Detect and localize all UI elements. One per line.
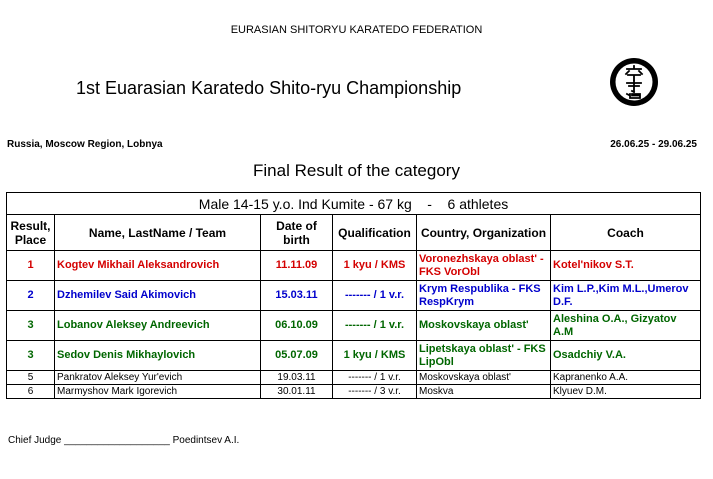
cell-coach: Kotel'nikov S.T.	[551, 251, 701, 281]
category-heading: Male 14-15 y.o. Ind Kumite - 67 kg - 6 athletes	[7, 193, 701, 215]
col-header-birth: Date of birth	[261, 215, 333, 251]
cell-coach: Kim L.P.,Kim M.L.,Umerov D.F.	[551, 281, 701, 311]
cell-country: Moskva	[417, 385, 551, 399]
cell-qualification: ------- / 1 v.r.	[333, 281, 417, 311]
cell-coach: Aleshina O.A., Gizyatov A.M	[551, 311, 701, 341]
col-header-coach: Coach	[551, 215, 701, 251]
cell-name: Kogtev Mikhail Aleksandrovich	[55, 251, 261, 281]
federation-name: EURASIAN SHITORYU KARATEDO FEDERATION	[230, 24, 483, 36]
cell-place: 3	[7, 341, 55, 371]
cell-name: Marmyshov Mark Igorevich	[55, 385, 261, 399]
table-row	[7, 311, 701, 341]
cell-name: Dzhemilev Said Akimovich	[55, 281, 261, 311]
cell-name: Lobanov Aleksey Andreevich	[55, 311, 261, 341]
cell-country: Voronezhskaya oblast' - FKS VorObl	[417, 251, 551, 281]
cell-country: Lipetskaya oblast' - FKS LipObl	[417, 341, 551, 371]
cell-place: 1	[7, 251, 55, 281]
cell-name: Pankratov Aleksey Yur'evich	[55, 371, 261, 385]
cell-place: 2	[7, 281, 55, 311]
cell-country: Moskovskaya oblast'	[417, 371, 551, 385]
cell-qualification: 1 kyu / KMS	[333, 251, 417, 281]
cell-coach: Klyuev D.M.	[551, 385, 701, 399]
cell-birth: 19.03.11	[261, 371, 333, 385]
cell-place: 5	[7, 371, 55, 385]
table-row	[7, 281, 701, 311]
table-row	[7, 251, 701, 281]
table-row	[7, 371, 701, 385]
cell-country: Moskovskaya oblast'	[417, 311, 551, 341]
event-dates: 26.06.25 - 29.06.25	[610, 139, 697, 150]
table-row	[7, 341, 701, 371]
cell-birth: 15.03.11	[261, 281, 333, 311]
col-header-qualification: Qualification	[333, 215, 417, 251]
col-header-country: Country, Organization	[417, 215, 551, 251]
cell-birth: 06.10.09	[261, 311, 333, 341]
col-header-name: Name, LastName / Team	[55, 215, 261, 251]
cell-place: 3	[7, 311, 55, 341]
cell-coach: Osadchiy V.A.	[551, 341, 701, 371]
cell-place: 6	[7, 385, 55, 399]
cell-birth: 11.11.09	[261, 251, 333, 281]
cell-qualification: ------- / 1 v.r.	[333, 311, 417, 341]
cell-country: Krym Respublika - FKS RespKrym	[417, 281, 551, 311]
cell-birth: 30.01.11	[261, 385, 333, 399]
cell-coach: Kapranenko A.A.	[551, 371, 701, 385]
col-header-place: Result, Place	[7, 215, 55, 251]
result-title: Final Result of the category	[253, 161, 460, 180]
results-table	[6, 192, 701, 399]
cell-qualification: 1 kyu / KMS	[333, 341, 417, 371]
table-row	[7, 385, 701, 399]
event-location: Russia, Moscow Region, Lobnya	[7, 139, 163, 150]
cell-qualification: ------- / 3 v.r.	[333, 385, 417, 399]
table-header-row	[7, 215, 701, 251]
cell-qualification: ------- / 1 v.r.	[333, 371, 417, 385]
chief-judge-signature-line: Chief Judge ___________________ Poedintsev A.I.	[8, 435, 240, 446]
cell-birth: 05.07.09	[261, 341, 333, 371]
championship-title: 1st Euarasian Karatedo Shito-ryu Championship	[76, 78, 462, 98]
cell-name: Sedov Denis Mikhaylovich	[55, 341, 261, 371]
karate-do-emblem-icon	[608, 56, 660, 108]
